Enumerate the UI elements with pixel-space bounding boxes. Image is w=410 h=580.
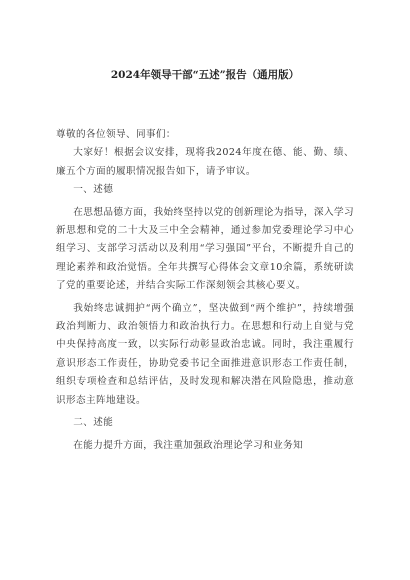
- intro-paragraph: 大家好！根据会议安排，现将我2024年度在德、能、勤、绩、廉五个方面的履职情况报告如下，请予审议。: [56, 147, 354, 177]
- document-title: 2024年领导干部“五述”报告（通用版）: [110, 69, 300, 81]
- virtue-paragraph-1: 在思想品德方面，我始终坚持以党的创新理论为指导，深入学习新思想和党的二十大及三中全会精神，通过参加党委理论学习中心组学习、支部学习活动以及利用“学习强国”平台，不断提升自己的理论素养和政治觉悟。全年共撰写心得体会文章10余篇，系统研读了党的重要论述，并结合实际工作深刻领会其核心要义。: [56, 206, 354, 292]
- ability-paragraph-1: 在能力提升方面，我注重加强政治理论学习和业务知: [73, 439, 304, 451]
- section-heading-ability: 二、述能: [73, 417, 114, 429]
- salutation: 尊敬的各位领导、同事们：: [56, 129, 176, 140]
- virtue-paragraph-2: 我始终忠诚拥护“两个确立”，坚决做到“两个维护”，持续增强政治判断力、政治领悟力和政治执行力。在思想和行动上自觉与党中央保持高度一致，以实际行动彰显政治忠诚。同时，我注重履行意识形态工作责任，协助党委书记全面推进意识形态工作责任制，组织专项检查和总结评估，及时发现和解决潜在风险隐患，推动意识形态主阵地建设。: [56, 302, 354, 406]
- section-heading-virtue: 一、述德: [73, 184, 114, 196]
